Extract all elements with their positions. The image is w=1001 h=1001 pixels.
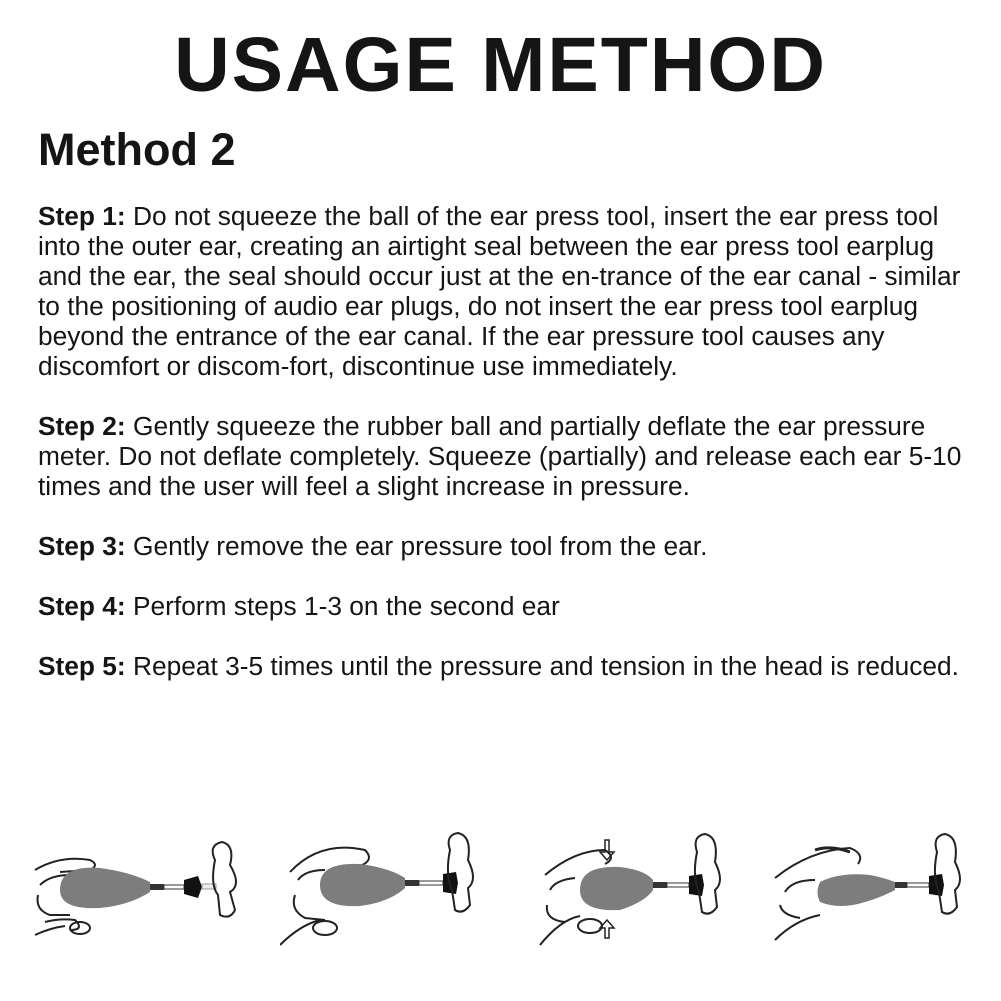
step-label: Step 3: — [38, 531, 126, 561]
illustration-squeeze-bulb-arrows-icon — [535, 830, 775, 950]
step-label: Step 2: — [38, 411, 126, 441]
step-3 — [38, 531, 973, 561]
steps-list — [38, 201, 973, 711]
method-heading: Method 2 — [38, 124, 236, 175]
step-1 — [38, 201, 973, 381]
step-label: Step 4: — [38, 591, 126, 621]
step-text: Perform steps 1-3 on the second ear — [125, 591, 560, 621]
page-title: USAGE METHOD — [174, 22, 827, 108]
step-2 — [38, 411, 973, 501]
illustration-hand-bulb-approach-icon — [30, 830, 270, 950]
step-text: Gently remove the ear pressure tool from the ear. — [125, 531, 708, 561]
step-label: Step 1: — [38, 201, 126, 231]
illustration-strip — [0, 830, 1001, 950]
illustration-bulb-deflated-icon — [770, 830, 1001, 950]
step-5 — [38, 651, 973, 681]
step-text: Do not squeeze the ball of the ear press tool, insert the ear press tool into the outer ear, creating an airtight seal between the ear press tool earplug and the ear, the seal should occur just at the en-trance of the ear canal - similar to the positioning of audio ear plugs, do not insert the ear press tool earplug beyond the entrance of the ear canal. If the ear pressure tool causes any discomfort or discom-fort, discontinue use immediately. — [38, 201, 961, 381]
step-4 — [38, 591, 973, 621]
step-text: Repeat 3-5 times until the pressure and tension in the head is reduced. — [125, 651, 959, 681]
step-label: Step 5: — [38, 651, 126, 681]
illustration-earplug-inserted-icon — [280, 830, 520, 950]
step-text: Gently squeeze the rubber ball and partially deflate the ear pressure meter. Do not deflate completely. Squeeze (partially) and release each ear 5-10 times and the user will feel a slight increase in pressure. — [38, 411, 962, 501]
